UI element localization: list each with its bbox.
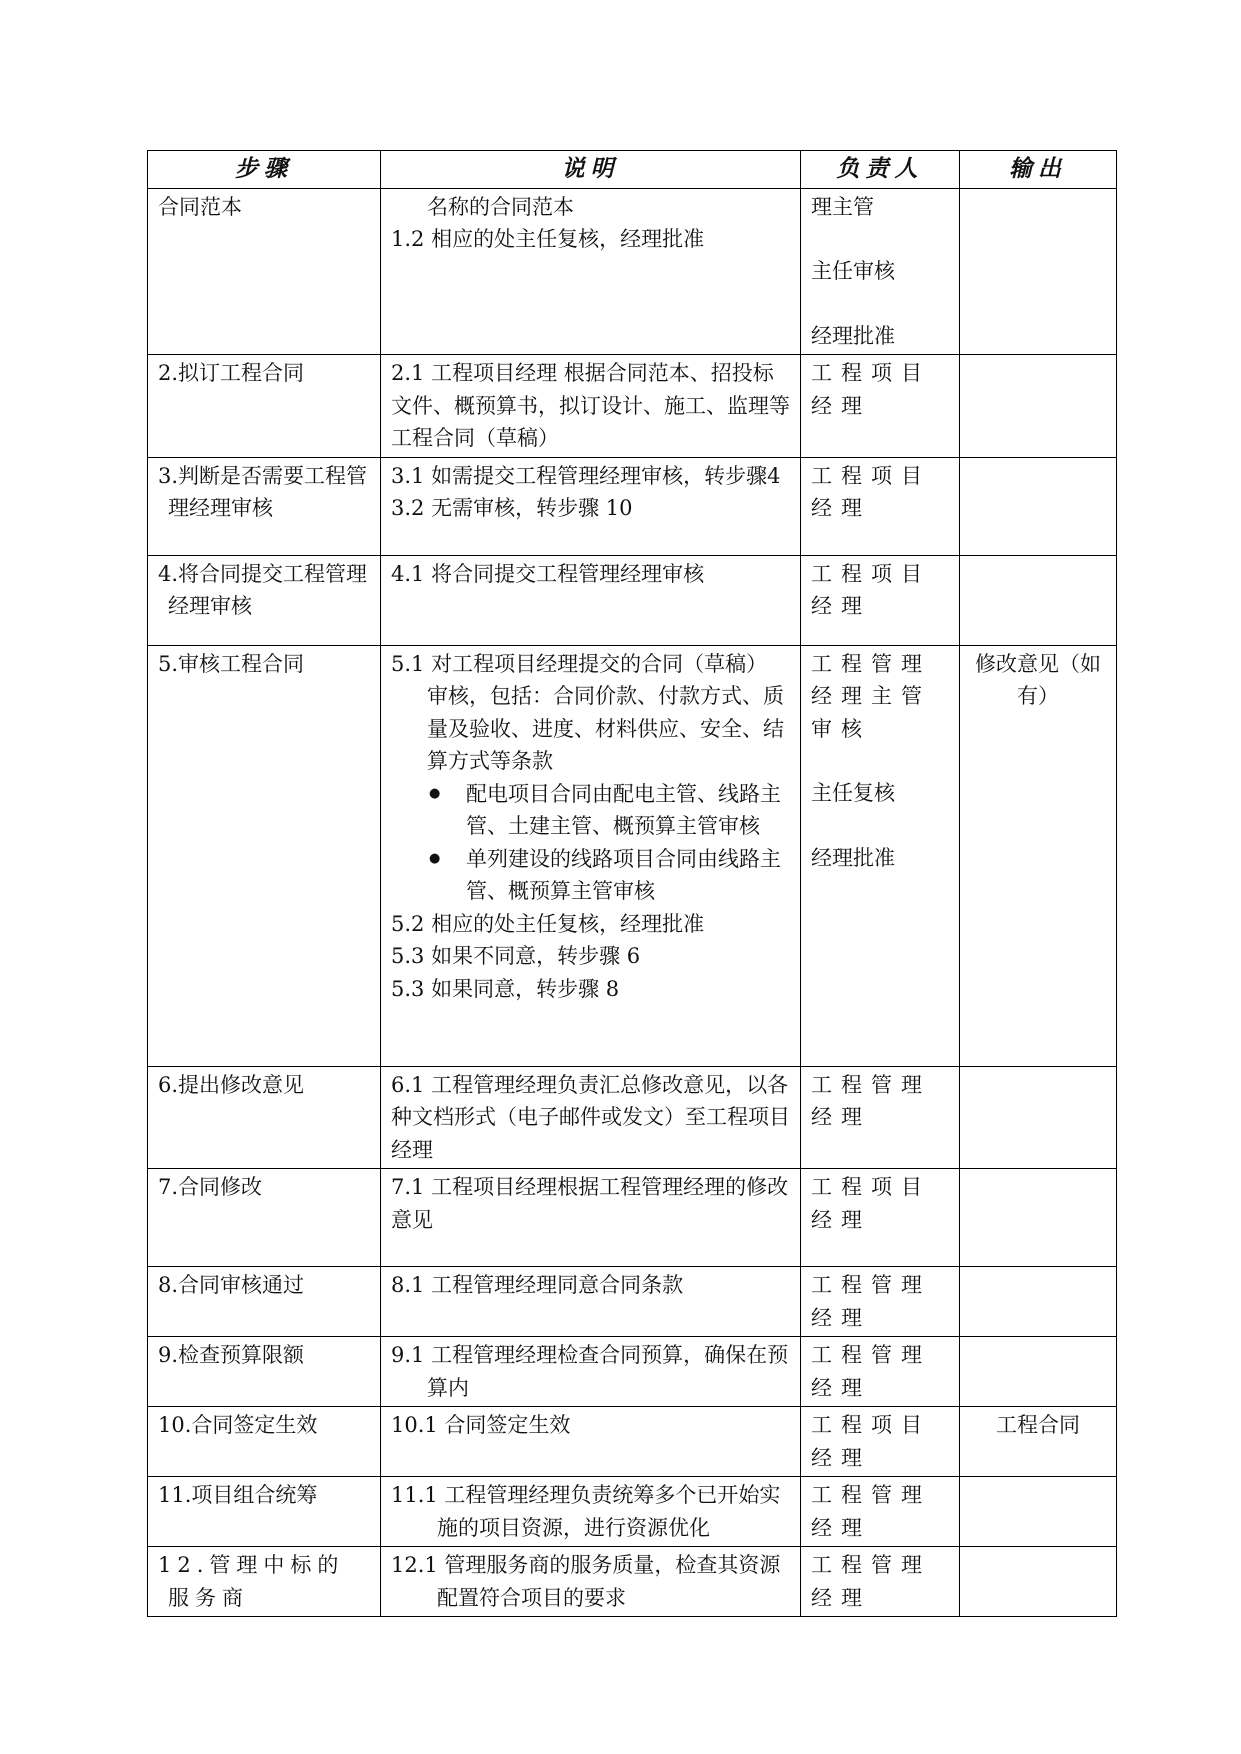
table-row — [148, 1547, 1117, 1617]
description-cell: 2.1 工程项目经理 根据合同范本、招投标文件、概预算书，拟订设计、施工、监理等工程合同（草稿） — [381, 355, 801, 458]
description-cell: 11.1 工程管理经理负责统筹多个已开始实施的项目资源，进行资源优化 — [381, 1477, 801, 1547]
step-cell: 7.合同修改 — [148, 1169, 381, 1267]
table-row — [148, 1477, 1117, 1547]
description-cell: 6.1 工程管理经理负责汇总修改意见，以各种文档形式（电子邮件或发文）至工程项目经理 — [381, 1066, 801, 1169]
step-cell: 8.合同审核通过 — [148, 1267, 381, 1337]
step-cell: 9.检查预算限额 — [148, 1337, 381, 1407]
list-item: ● 单列建设的线路项目合同由线路主管、概预算主管审核 — [391, 843, 790, 908]
table-row — [148, 1267, 1117, 1337]
description-cell: 3.1 如需提交工程管理经理审核，转步骤4 3.2 无需审核，转步骤 10 — [381, 457, 801, 555]
owner-cell: 工程项目经理 — [801, 1169, 960, 1267]
header-description: 说明 — [381, 151, 801, 189]
table-row — [148, 1169, 1117, 1267]
header-row — [148, 151, 1117, 189]
table-row — [148, 645, 1117, 1066]
table-row — [148, 355, 1117, 458]
step-cell: 3.判断是否需要工程管理经理审核 — [148, 457, 381, 555]
table-row — [148, 1337, 1117, 1407]
description-cell: 4.1 将合同提交工程管理经理审核 — [381, 555, 801, 645]
step-cell: 12.管理中标的服务商 — [148, 1547, 381, 1617]
output-cell — [960, 555, 1117, 645]
table-row — [148, 555, 1117, 645]
output-cell: 修改意见（如有） — [960, 645, 1117, 1066]
output-cell — [960, 188, 1117, 355]
owner-cell: 工程管理经理 — [801, 1267, 960, 1337]
header-output: 输出 — [960, 151, 1117, 189]
output-cell — [960, 1267, 1117, 1337]
description-cell: 10.1 合同签定生效 — [381, 1407, 801, 1477]
output-cell — [960, 457, 1117, 555]
owner-cell: 理主管 主任审核 经理批准 — [801, 188, 960, 355]
table-row — [148, 1066, 1117, 1169]
owner-cell: 工程管理经理 — [801, 1337, 960, 1407]
output-cell — [960, 1547, 1117, 1617]
step-cell: 10.合同签定生效 — [148, 1407, 381, 1477]
step-cell: 11.项目组合统筹 — [148, 1477, 381, 1547]
output-cell — [960, 1477, 1117, 1547]
output-cell — [960, 1337, 1117, 1407]
output-cell — [960, 355, 1117, 458]
owner-cell: 工程项目经理 — [801, 1407, 960, 1477]
owner-cell: 工程管理经理 — [801, 1066, 960, 1169]
output-cell — [960, 1169, 1117, 1267]
description-cell: 8.1 工程管理经理同意合同条款 — [381, 1267, 801, 1337]
step-cell: 4.将合同提交工程管理经理审核 — [148, 555, 381, 645]
step-cell: 2.拟订工程合同 — [148, 355, 381, 458]
output-cell — [960, 1066, 1117, 1169]
owner-cell: 工程管理经理 — [801, 1547, 960, 1617]
list-item: ● 配电项目合同由配电主管、线路主管、土建主管、概预算主管审核 — [391, 778, 790, 843]
description-cell: 12.1 管理服务商的服务质量，检查其资源配置符合项目的要求 — [381, 1547, 801, 1617]
table-row — [148, 188, 1117, 355]
table-row — [148, 1407, 1117, 1477]
description-cell: 5.1 对工程项目经理提交的合同（草稿） 审核，包括：合同价款、付款方式、质量及验收、进度、材料供应、安全、结算方式等条款 ● 配电项目合同由配电主管、线路主管、土建主管、概预算主管审核 ● 单列建设的线路项目合同由线路主管、概预算主管审核 5.2 相应的处主任复核，经理批准 5.3 如果不同意，转步骤 6 5.3 如果同意，转步骤 8 — [381, 645, 801, 1066]
owner-cell: 工程管理经理 — [801, 1477, 960, 1547]
description-cell: 7.1 工程项目经理根据工程管理经理的修改意见 — [381, 1169, 801, 1267]
table-row — [148, 457, 1117, 555]
description-cell: 9.1 工程管理经理检查合同预算，确保在预算内 — [381, 1337, 801, 1407]
owner-cell: 工程项目经理 — [801, 555, 960, 645]
process-table — [147, 150, 1117, 1617]
header-step: 步骤 — [148, 151, 381, 189]
header-owner: 负责人 — [801, 151, 960, 189]
step-cell: 6.提出修改意见 — [148, 1066, 381, 1169]
owner-cell: 工程管理经理主管审核 主任复核 经理批准 — [801, 645, 960, 1066]
owner-cell: 工程项目经理 — [801, 355, 960, 458]
step-cell: 5.审核工程合同 — [148, 645, 381, 1066]
step-cell: 合同范本 — [148, 188, 381, 355]
output-cell: 工程合同 — [960, 1407, 1117, 1477]
description-cell: 名称的合同范本 1.2 相应的处主任复核，经理批准 — [381, 188, 801, 355]
owner-cell: 工程项目经理 — [801, 457, 960, 555]
